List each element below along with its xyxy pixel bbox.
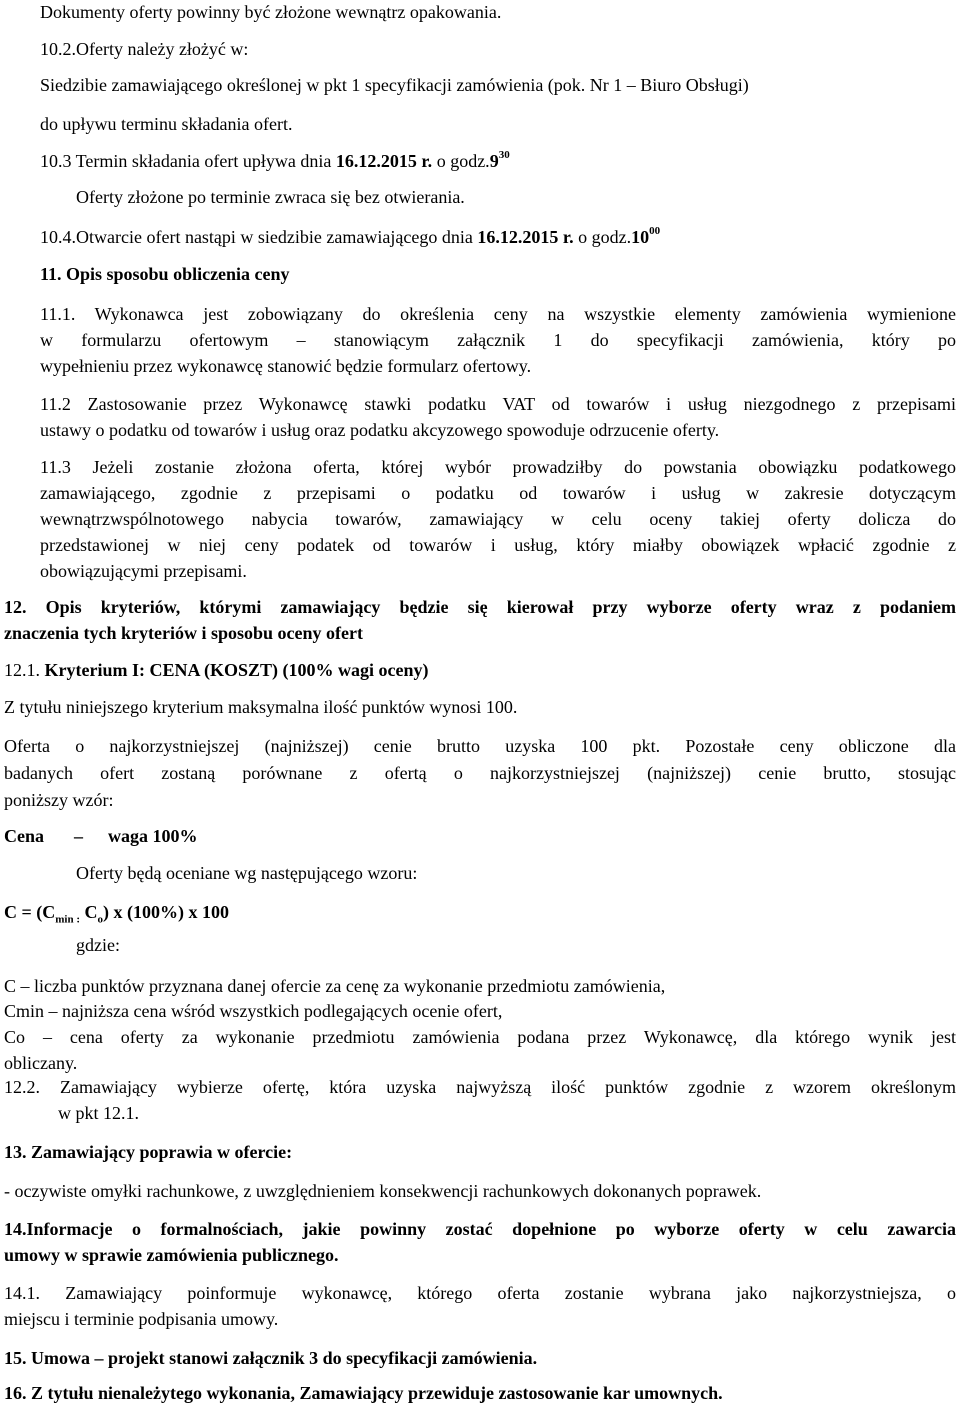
section-11-2-line-1: 11.2 Zastosowanie przez Wykonawcę stawki podatku VAT od towarów i usług niezgodnego z przepisami <box>40 394 956 414</box>
submission-minutes: 30 <box>498 149 510 161</box>
section-10-3-text: 10.3 Termin składania ofert upływa dnia <box>40 151 336 171</box>
formula-intro: Oferty będą oceniane wg następującego wzoru: <box>76 863 418 883</box>
section-10-4-text: 10.4.Otwarcie ofert nastąpi w siedzibie zamawiającego dnia <box>40 227 478 247</box>
opening-minutes: 00 <box>649 225 661 237</box>
section-13-heading: 13. Zamawiający poprawia w ofercie: <box>4 1142 293 1162</box>
section-14-heading-line-2: umowy w sprawie zamówienia publicznego. <box>4 1245 339 1265</box>
section-12-heading-line-1: 12. Opis kryteriów, którymi zamawiający będzie się kierował przy wyborze oferty wraz z podaniem <box>4 597 956 617</box>
section-11-3-line-4: przedstawionej w niej ceny podatek od towarów i usług, który miałby obowiązek wpłacić zgodnie z <box>40 535 956 555</box>
scoring-line-1: Oferta o najkorzystniejszej (najniższej) cenie brutto uzyska 100 pkt. Pozostałe ceny obliczone dla <box>4 736 956 756</box>
section-13-text: - oczywiste omyłki rachunkowe, z uwzględnieniem konsekwencji rachunkowych dokonanych poprawek. <box>4 1181 762 1201</box>
max-points-note: Z tytułu niniejszego kryterium maksymalna ilość punktów wynosi 100. <box>4 697 518 717</box>
criterion-1-number: 12.1. <box>4 660 45 680</box>
formula-sub-o: o <box>97 913 103 926</box>
section-11-2-line-2: ustawy o podatku od towarów i usług oraz podatku akcyzowego spowoduje odrzucenie oferty. <box>40 420 720 440</box>
formula-sub-min: min : <box>55 913 80 926</box>
cena-label: Cena <box>4 826 44 846</box>
section-16-heading: 16. Z tytułu nienależytego wykonania, Zamawiający przewiduje zastosowanie kar umownych. <box>4 1383 723 1403</box>
section-11-1-line-3: wypełnieniu przez wykonawcę stanowić będzie formularz ofertowy. <box>40 356 532 376</box>
formula-part-b: C <box>80 902 98 922</box>
definition-c: C – liczba punktów przyznana danej ofercie za cenę za wykonanie przedmiotu zamówienia, <box>4 976 666 996</box>
section-12-heading-line-2: znaczenia tych kryteriów i sposobu oceny ofert <box>4 623 363 643</box>
formula-part-c: ) x (100%) x 100 <box>103 902 229 922</box>
submission-hour-prefix: o godz. <box>432 151 490 171</box>
formula <box>4 901 229 931</box>
section-10-2-number: 10.2. <box>40 39 76 59</box>
section-11-heading: 11. Opis sposobu obliczenia ceny <box>40 264 290 284</box>
packaging-note: Dokumenty oferty powinny być złożone wewnątrz opakowania. <box>40 2 502 22</box>
section-11-3-line-2: zamawiającego, zgodnie z przepisami o podatku od towarów i usług w zakresie dotyczącym <box>40 483 956 503</box>
address-line-2: do upływu terminu składania ofert. <box>40 114 293 134</box>
late-offers-note: Oferty złożone po terminie zwraca się bez otwierania. <box>76 187 465 207</box>
criterion-1 <box>4 659 428 681</box>
address-line-1: Siedzibie zamawiającego określonej w pkt 1 specyfikacji zamówienia (pok. Nr 1 – Biuro Obsługi) <box>40 75 749 95</box>
criterion-1-title: Kryterium I: CENA (KOSZT) (100% wagi oceny) <box>44 660 429 680</box>
section-14-1-line-2: miejscu i terminie podpisania umowy. <box>4 1309 279 1329</box>
section-14-1-line-1: 14.1. Zamawiający poinformuje wykonawcę, którego oferta zostanie wybrana jako najkorzystniejsza, o <box>4 1283 956 1303</box>
section-14-heading-line-1: 14.Informacje o formalnościach, jakie powinny zostać dopełnione po wyborze oferty w celu zawarcia <box>4 1219 956 1239</box>
section-11-3-line-3: wewnątrzwspólnotowego nabycia towarów, zamawiający w celu oceny takiej oferty dolicza do <box>40 509 956 529</box>
submission-date: 16.12.2015 r. <box>335 151 433 171</box>
definition-co-line-2: obliczany. <box>4 1053 78 1073</box>
opening-hour: 10 <box>631 227 650 247</box>
section-12-2-line-1: 12.2. Zamawiający wybierze ofertę, która uzyska najwyższą ilość punktów zgodnie z wzorem określonym <box>4 1077 956 1097</box>
section-12-2-line-2: w pkt 12.1. <box>58 1103 139 1123</box>
gdzie-label: gdzie: <box>76 935 120 955</box>
definition-cmin: Cmin – najniższa cena wśród wszystkich podlegających ocenie ofert, <box>4 1001 503 1021</box>
section-10-2-text: Oferty należy złożyć w: <box>76 39 249 59</box>
definition-co-line-1: Co – cena oferty za wykonanie przedmiotu zamówienia podana przez Wykonawcę, dla którego wynik jest <box>4 1027 956 1047</box>
section-10-2 <box>40 38 248 60</box>
section-10-4 <box>40 226 660 248</box>
cena-weight: waga 100% <box>108 826 198 846</box>
opening-hour-prefix: o godz. <box>573 227 632 247</box>
cena-dash: – <box>74 826 83 846</box>
section-11-3-line-5: obowiązującymi przepisami. <box>40 561 247 581</box>
opening-date: 16.12.2015 r. <box>477 227 574 247</box>
section-10-3 <box>40 150 510 172</box>
submission-hour: 9 <box>489 151 499 171</box>
scoring-line-2: badanych ofert zostaną porównane z ofertą o najkorzystniejszej (najniższej) cenie brutto, stosując <box>4 763 956 783</box>
section-15-heading: 15. Umowa – projekt stanowi załącznik 3 do specyfikacji zamówienia. <box>4 1348 538 1368</box>
section-11-3-line-1: 11.3 Jeżeli zostanie złożona oferta, której wybór prowadziłby do powstania obowiązku podatkowego <box>40 457 956 477</box>
formula-part-a: C = (C <box>4 902 56 922</box>
section-11-1-line-2: w formularzu ofertowym – stanowiącym załącznik 1 do specyfikacji zamówienia, który po <box>40 330 956 350</box>
section-11-1-line-1: 11.1. Wykonawca jest zobowiązany do określenia ceny na wszystkie elementy zamówienia wymienione <box>40 304 956 324</box>
scoring-line-3: poniższy wzór: <box>4 790 114 810</box>
